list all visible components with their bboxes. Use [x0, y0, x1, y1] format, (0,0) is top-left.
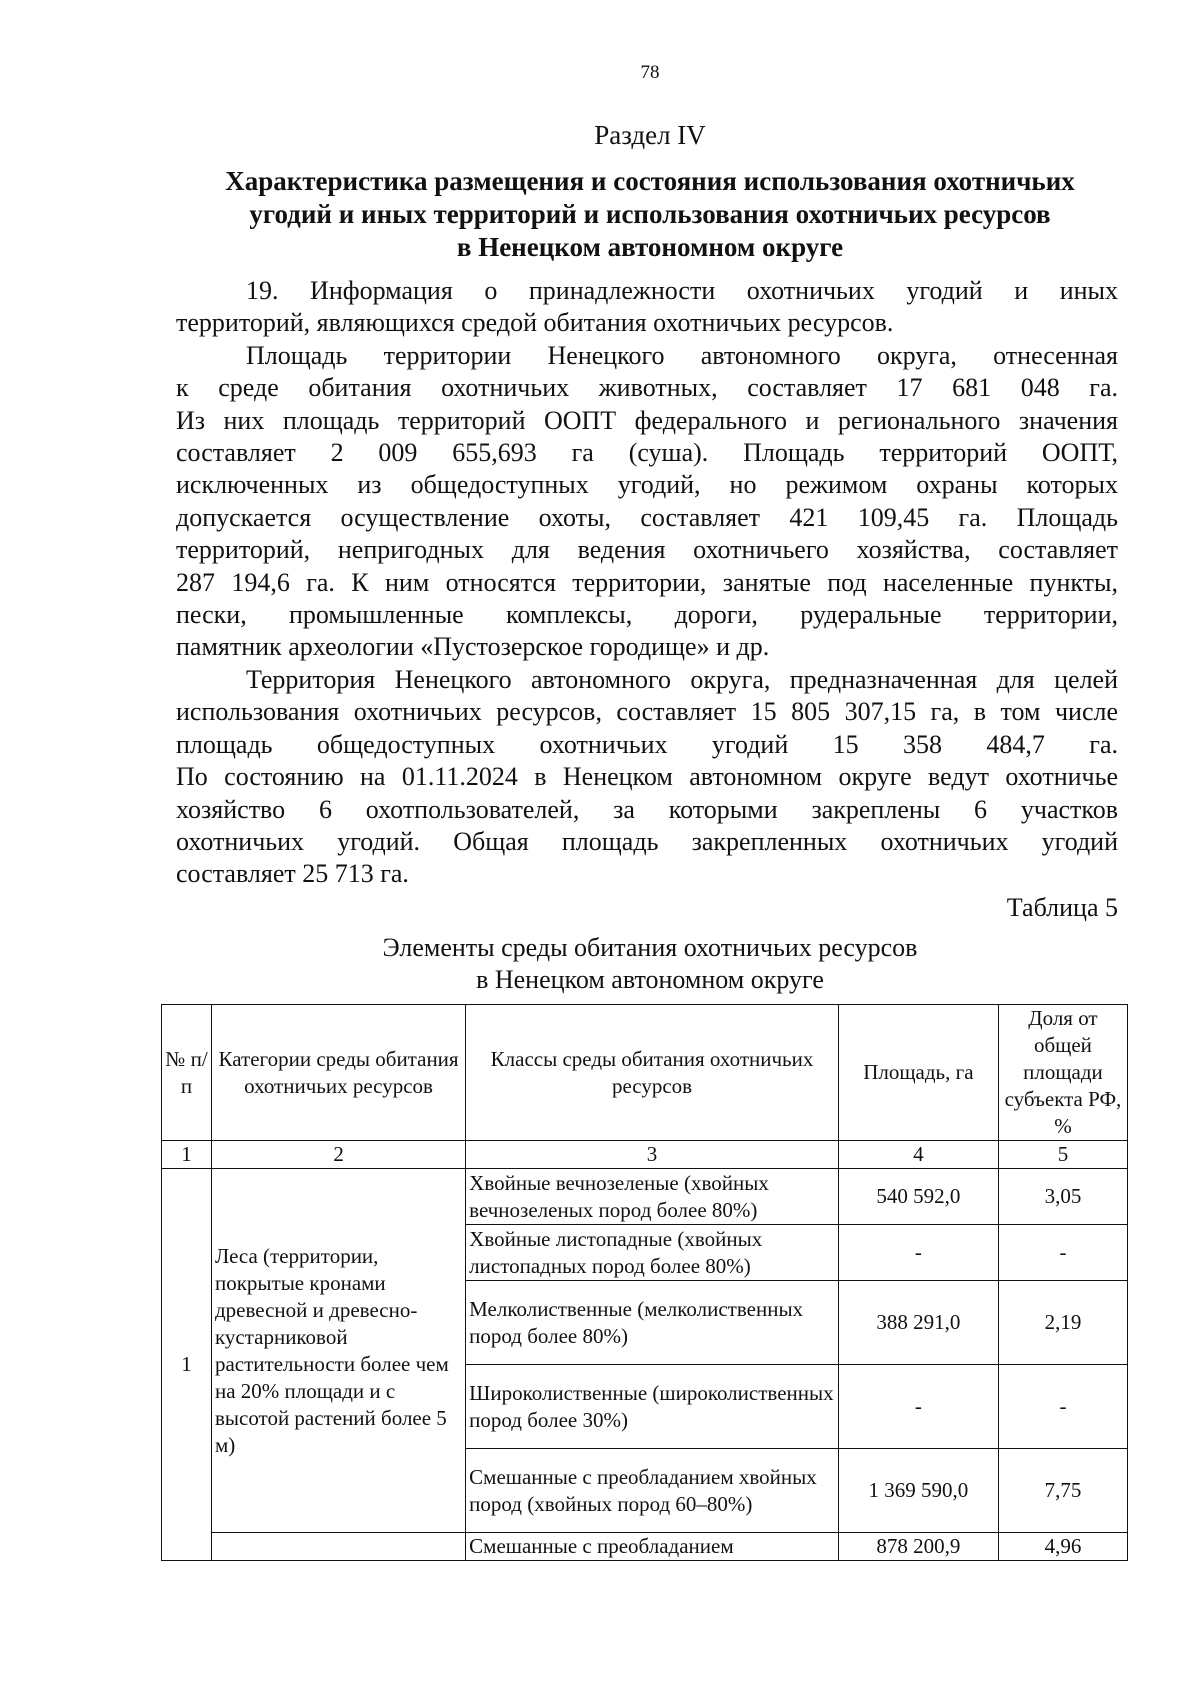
- header-cell-class: Классы среды обитания охотничьих ресурсов: [466, 1005, 839, 1141]
- paragraph: [176, 664, 1118, 891]
- text-line: к среде обитания охотничьих животных, составляет 17 681 048 га.: [176, 373, 1118, 403]
- text-line: территорий, непригодных для ведения охотничьего хозяйства, составляет: [176, 535, 1118, 565]
- category-cell: Леса (территории, покрытые кронами древесной и древесно-кустарниковой растительности более чем на 20% площади и с высотой растений более 5 м): [211, 1169, 465, 1533]
- text-line: использования охотничьих ресурсов, составляет 15 805 307,15 га, в том числе: [176, 697, 1118, 727]
- text-line: исключенных из общедоступных угодий, но режимом охраны которых: [176, 470, 1118, 500]
- header-cell-category: Категории среды обитания охотничьих ресурсов: [211, 1005, 465, 1141]
- area-cell: 878 200,9: [838, 1533, 998, 1561]
- header-cell-share: Доля от общей площади субъекта РФ, %: [998, 1005, 1127, 1141]
- text-line: территорий, являющихся средой обитания охотничьих ресурсов.: [176, 308, 894, 338]
- section-label: Раздел IV: [594, 120, 706, 150]
- column-number: 4: [838, 1141, 998, 1169]
- table-row: [162, 1533, 1128, 1561]
- text-line: составляет 25 713 га.: [176, 859, 409, 889]
- body-text: [176, 275, 1118, 891]
- category-cell-continued: [211, 1533, 465, 1561]
- column-number: 2: [211, 1141, 465, 1169]
- header-cell-area: Площадь, га: [838, 1005, 998, 1141]
- column-number-row: [162, 1141, 1128, 1169]
- text-line: допускается осуществление охоты, составляет 421 109,45 га. Площадь: [176, 502, 1118, 532]
- heading-line: Характеристика размещения и состояния использования охотничьих: [225, 166, 1075, 196]
- table-header-row: [162, 1005, 1128, 1141]
- column-number: 5: [998, 1141, 1127, 1169]
- table-title-line: в Ненецком автономном округе: [476, 965, 824, 994]
- paragraph: [176, 340, 1118, 664]
- area-cell: 1 369 590,0: [838, 1449, 998, 1533]
- text-line: хозяйство 6 охотпользователей, за которыми закреплены 6 участков: [176, 794, 1118, 824]
- share-cell: -: [998, 1365, 1127, 1449]
- text-line: Из них площадь территорий ООПТ федерального и регионального значения: [176, 405, 1118, 435]
- paragraph: [176, 275, 1118, 340]
- heading-line: угодий и иных территорий и использования охотничьих ресурсов: [249, 199, 1051, 229]
- class-cell: Смешанные с преобладанием хвойных пород (хвойных пород 60–80%): [466, 1449, 839, 1533]
- area-cell: -: [838, 1225, 998, 1281]
- page-number: 78: [640, 62, 660, 83]
- section-heading: [180, 165, 1120, 264]
- share-cell: -: [998, 1225, 1127, 1281]
- share-cell: 7,75: [998, 1449, 1127, 1533]
- text-line: 19. Информация о принадлежности охотничьих угодий и иных: [246, 276, 1118, 305]
- text-line: пески, промышленные комплексы, дороги, рудеральные территории,: [176, 600, 1118, 630]
- area-cell: 540 592,0: [838, 1169, 998, 1225]
- table-row: [162, 1169, 1128, 1225]
- class-cell: Широколиственные (широколиственных пород более 30%): [466, 1365, 839, 1449]
- text-line: охотничьих угодий. Общая площадь закрепленных охотничьих угодий: [176, 826, 1118, 856]
- text-line: составляет 2 009 655,693 га (суша). Площадь территорий ООПТ,: [176, 438, 1118, 468]
- table-label: Таблица 5: [1006, 893, 1118, 922]
- text-line: Территория Ненецкого автономного округа, предназначенная для целей: [246, 664, 1118, 694]
- class-cell: Хвойные листопадные (хвойных листопадных пород более 80%): [466, 1225, 839, 1281]
- text-line: площадь общедоступных охотничьих угодий 15 358 484,7 га.: [176, 729, 1118, 759]
- class-cell: Мелколиственные (мелколиственных пород более 80%): [466, 1281, 839, 1365]
- class-cell: Хвойные вечнозеленые (хвойных вечнозеленых пород более 80%): [466, 1169, 839, 1225]
- table-title-line: Элементы среды обитания охотничьих ресурсов: [382, 933, 918, 962]
- text-line: По состоянию на 01.11.2024 в Ненецком автономном округе ведут охотничье: [176, 762, 1118, 792]
- share-cell: 2,19: [998, 1281, 1127, 1365]
- heading-line: в Ненецком автономном округе: [456, 232, 844, 262]
- share-cell: 3,05: [998, 1169, 1127, 1225]
- text-line: 287 194,6 га. К ним относятся территории, занятые под населенные пункты,: [176, 567, 1118, 597]
- table-title: [0, 932, 1200, 996]
- row-number-cell: 1: [162, 1169, 212, 1561]
- column-number: 3: [466, 1141, 839, 1169]
- header-cell-number: № п/п: [162, 1005, 212, 1141]
- text-line: памятник археологии «Пустозерское городище» и др.: [176, 632, 770, 662]
- class-cell: Смешанные с преобладанием: [466, 1533, 839, 1561]
- area-cell: 388 291,0: [838, 1281, 998, 1365]
- area-cell: -: [838, 1365, 998, 1449]
- habitat-table: [161, 1004, 1128, 1561]
- share-cell: 4,96: [998, 1533, 1127, 1561]
- column-number: 1: [162, 1141, 212, 1169]
- text-line: Площадь территории Ненецкого автономного округа, отнесенная: [246, 340, 1118, 370]
